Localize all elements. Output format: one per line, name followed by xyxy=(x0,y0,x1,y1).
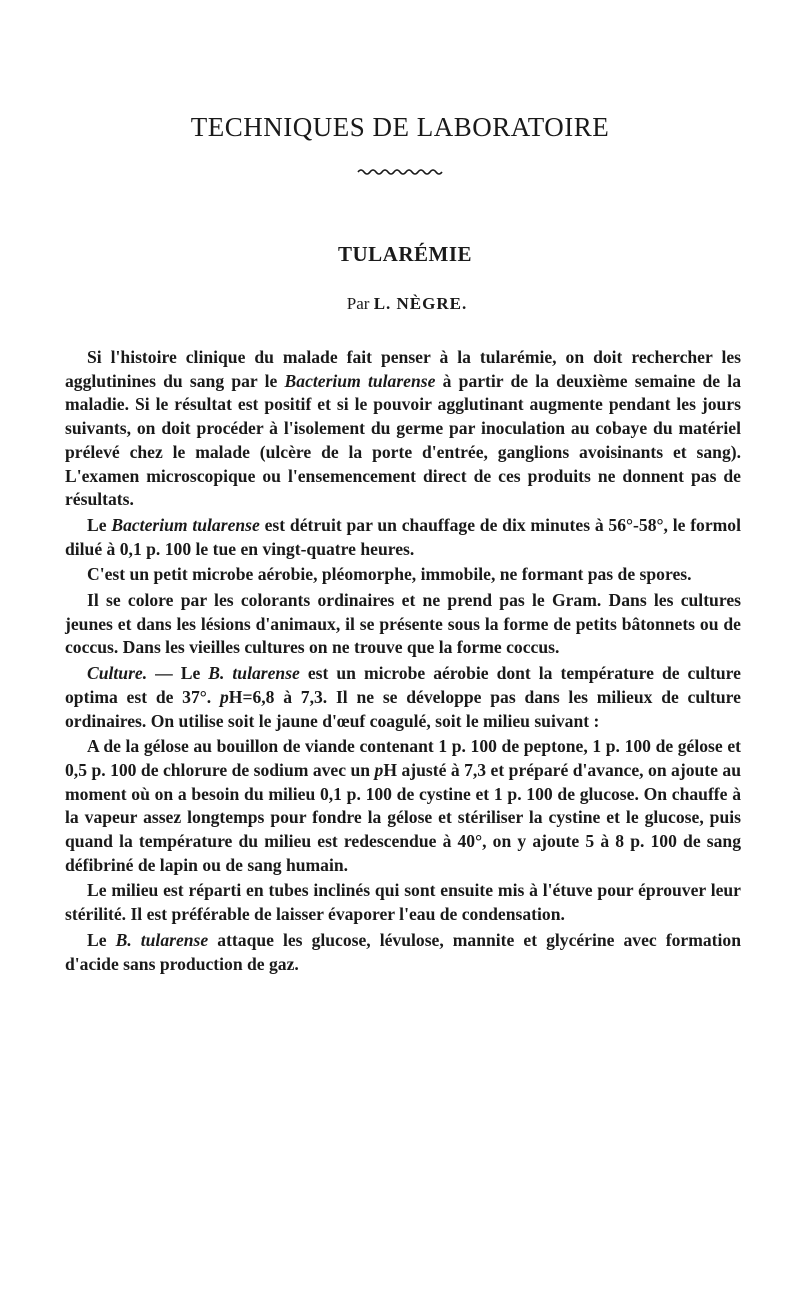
paragraph xyxy=(65,346,741,512)
species-name: B. tularense xyxy=(115,929,209,950)
species-name: Bacterium tularense xyxy=(284,370,436,391)
text-run: à partir de la deuxième semaine de la maladie. Si le résultat est positif et si le pouvoir agglutinant augmente pendant les jours suivants, on doit procéder à l'isolement du germe par inoculation au cobaye du matériel prélevé chez le malade (ulcère de la porte d'entrée, ganglions avoisinants et sang). L'examen microscopique ou l'ensemencement direct de ces produits ne donnent pas de résultats. xyxy=(65,370,741,510)
article-title: TULARÉMIE xyxy=(337,242,473,266)
species-name: B. tularense xyxy=(208,663,300,684)
text-run: H=6,8 à 7,3. Il ne se développe pas dans les milieux de culture ordinaires. On utilise soit le jaune d'œuf coagulé, soit le milieu suivant : xyxy=(65,686,741,731)
paragraph: C'est un petit microbe aérobie, pléomorphe, immobile, ne formant pas de spores. xyxy=(87,564,692,585)
author-name: L. NÈGRE. xyxy=(373,294,468,313)
paragraph xyxy=(65,662,741,733)
article-body xyxy=(65,346,741,978)
paragraph: Il se colore par les colorants ordinaires et ne prend pas le Gram. Dans les cultures jeunes et dans les lésions d'animaux, il se présente sous la forme de petits bâtonnets ou de coccus. Dans les vieilles cultures on ne trouve que la forme coccus. xyxy=(65,590,741,658)
ph-symbol: p xyxy=(374,759,384,780)
text-run: — Le xyxy=(155,663,201,684)
text-run: A de la gélose au bouillon de viande contenant 1 p. 100 de peptone, 1 p. 100 de gélose et 0,5 p. 100 de chlorure de sodium avec un xyxy=(65,736,741,780)
byline xyxy=(0,294,800,314)
paragraph xyxy=(65,929,741,976)
text-run: est un microbe aérobie dont la température de culture optima est de 37°. xyxy=(65,663,741,707)
byline-prefix: Par xyxy=(346,294,370,313)
paragraph: Le milieu est réparti en tubes inclinés qui sont ensuite mis à l'étuve pour éprouver leur stérilité. Il est préférable de laisser évaporer l'eau de condensation. xyxy=(65,880,741,925)
running-title: TECHNIQUES DE LABORATOIRE xyxy=(190,112,610,142)
text-run: Le xyxy=(87,929,107,950)
text-run: est détruit par un chauffage de dix minutes à 56°-58°, le formol dilué à 0,1 p. 100 le tue en vingt-quatre heures. xyxy=(65,514,741,559)
section-heading: Culture. xyxy=(87,663,148,684)
ph-symbol: p xyxy=(219,686,229,707)
paragraph xyxy=(65,514,741,561)
paragraph xyxy=(65,735,741,877)
text-run: Le xyxy=(87,514,107,535)
text-run: Si l'histoire clinique du malade fait penser à la tularémie, on doit rechercher les agglutinines du sang par le xyxy=(65,347,741,391)
species-name: Bacterium tularense xyxy=(111,514,260,535)
text-run: attaque les glucose, lévulose, mannite et glycérine avec formation d'acide sans production de gaz. xyxy=(65,929,741,974)
text-run: H ajusté à 7,3 et préparé d'avance, on ajoute au moment où on a besoin du milieu 0,1 p. 100 de cystine et 1 p. 100 de glucose. On chauffe à la vapeur assez longtemps pour fondre la gélose et stériliser la cystine et le glucose, puis quand la température du milieu est redescendue à 40°, on y ajoute 5 à 8 p. 100 de sang défibriné de lapin ou de sang humain. xyxy=(65,759,741,875)
wavy-rule-ornament xyxy=(356,168,446,176)
